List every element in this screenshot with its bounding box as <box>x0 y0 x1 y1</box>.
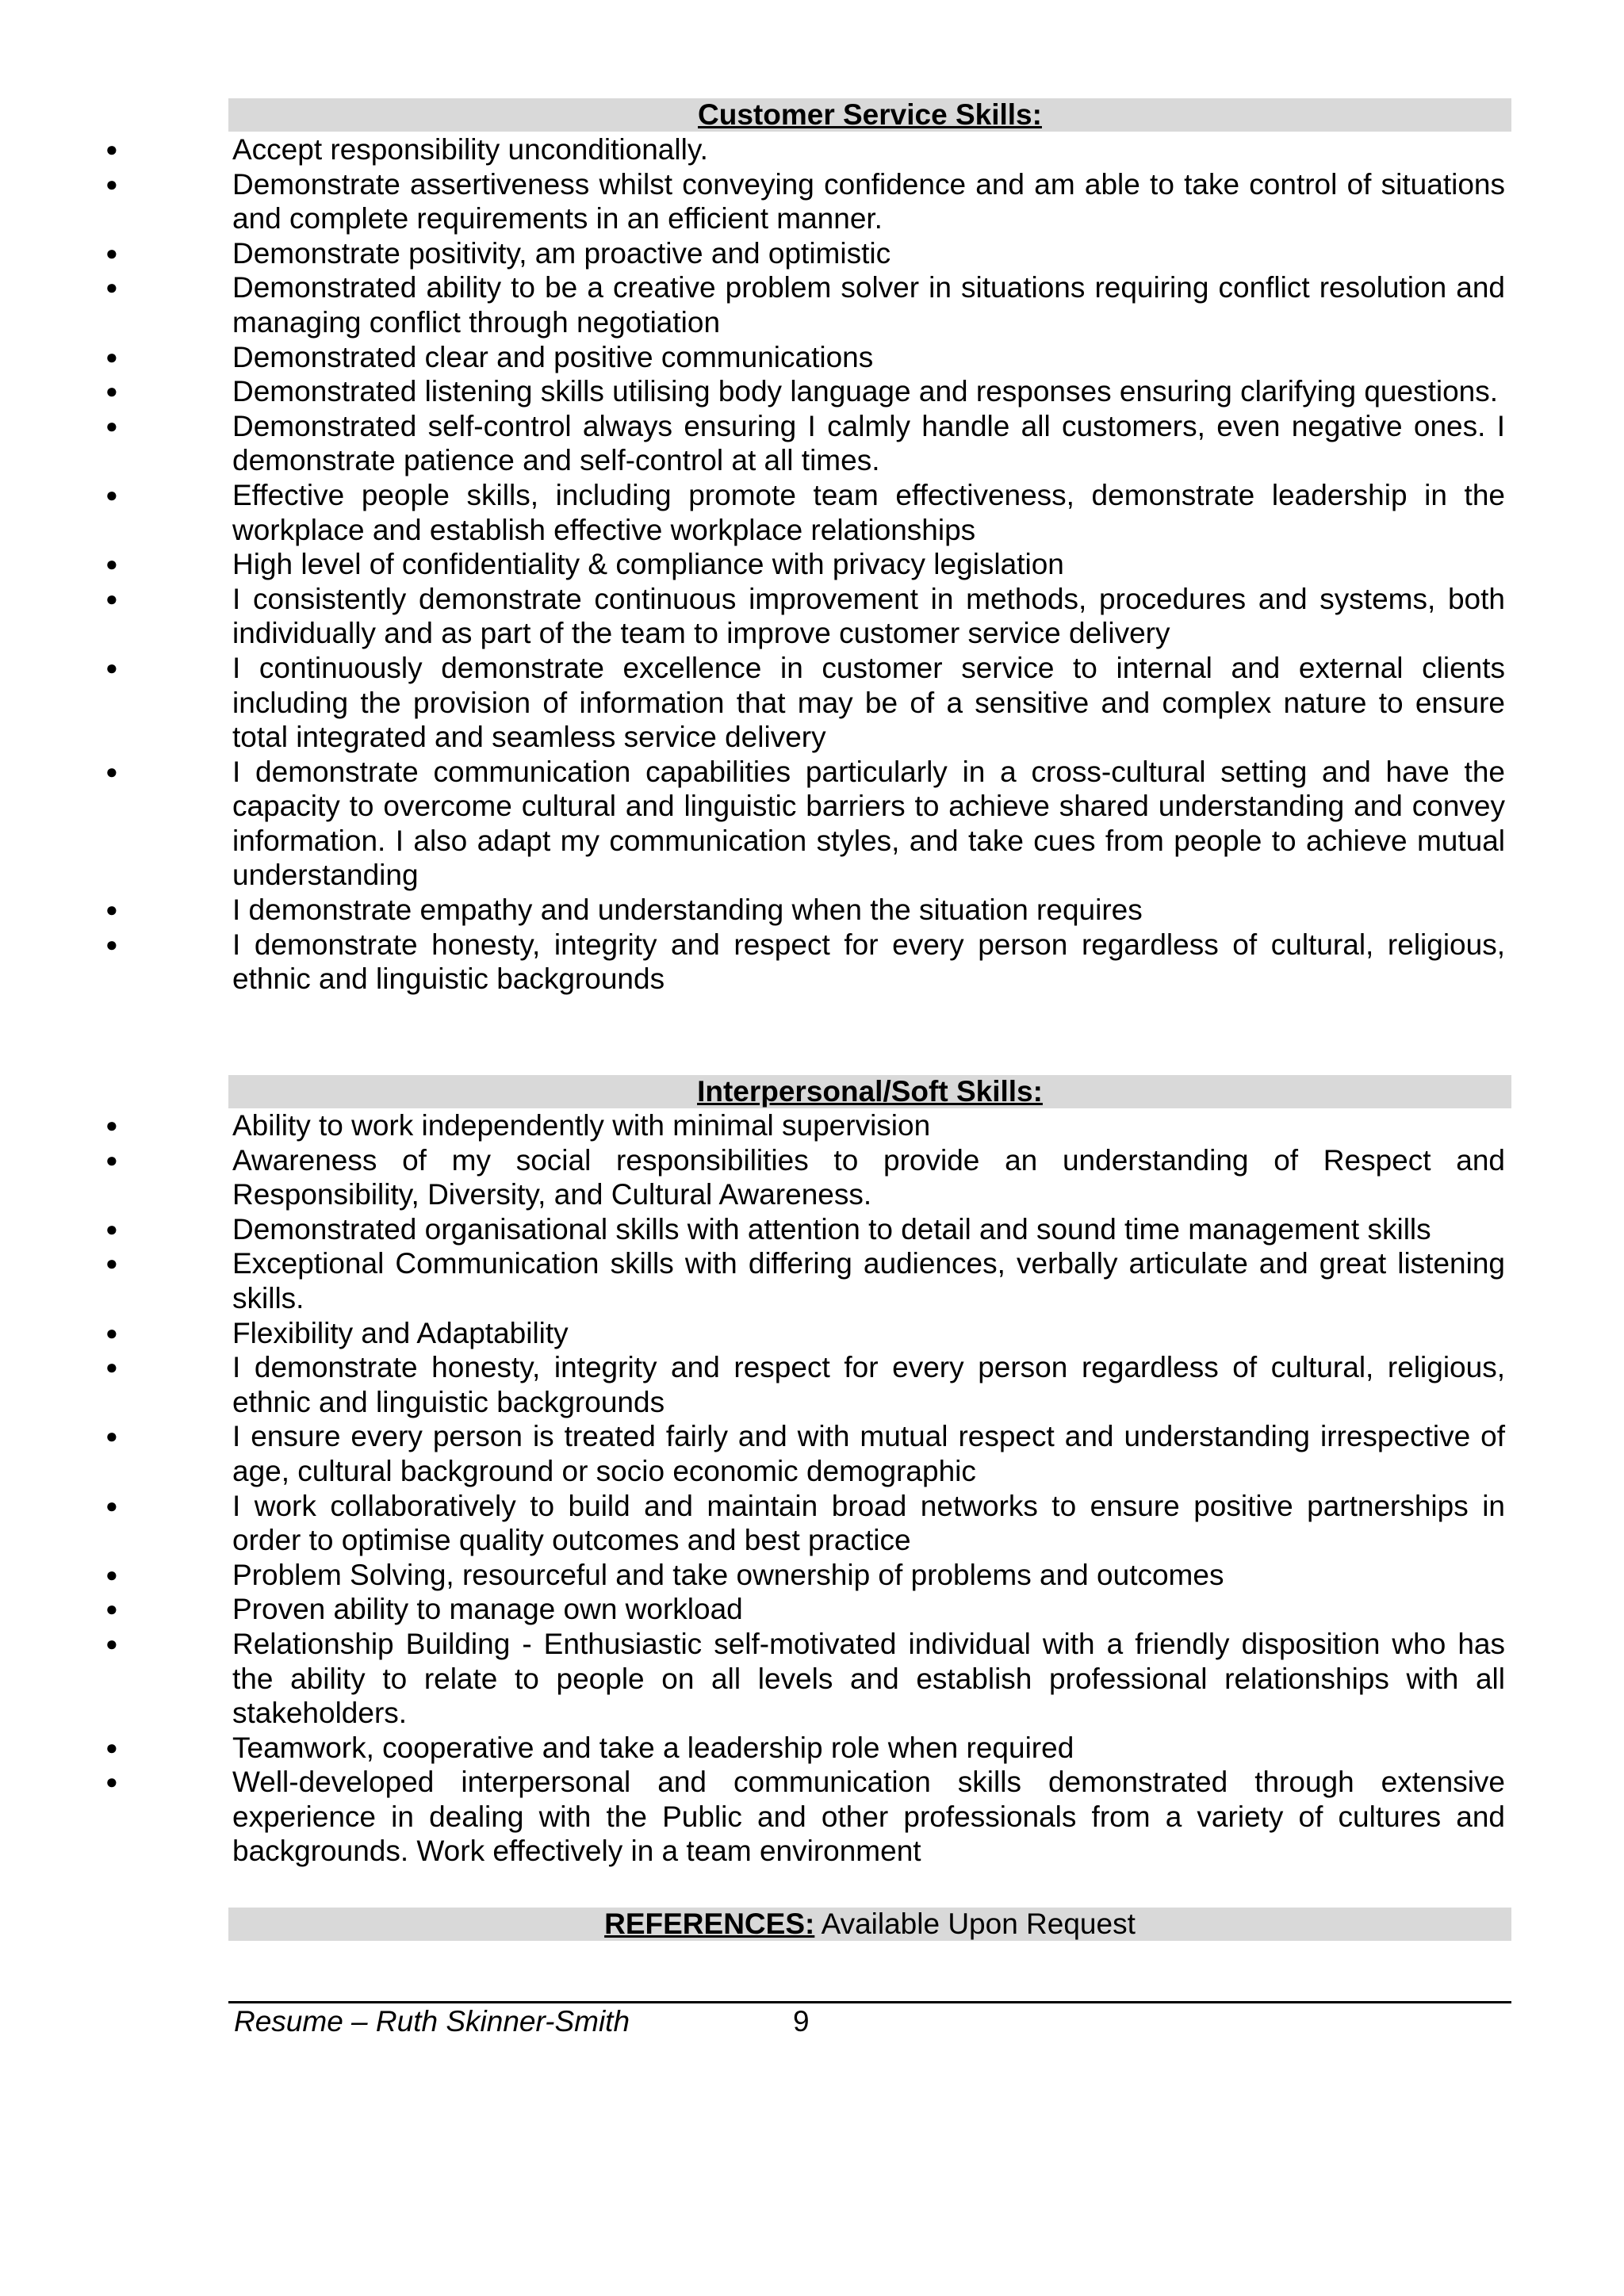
list-item <box>0 1489 1505 1558</box>
bullet-icon: ● <box>105 1355 118 1380</box>
bullet-icon: ● <box>105 1597 118 1621</box>
list-item <box>0 167 1505 236</box>
list-item <box>0 1246 1505 1315</box>
list-item-text: I demonstrate honesty, integrity and respect for every person regardless of cultural, religious, ethnic and linguistic backgrounds <box>232 928 1505 996</box>
bullet-icon: ● <box>105 1735 118 1759</box>
list-item-text: Demonstrated clear and positive communications <box>232 340 874 373</box>
bullet-icon: ● <box>105 171 118 196</box>
list-item-text: Well-developed interpersonal and communication skills demonstrated through extensive experience in dealing with the Public and other professionals from a variety of cultures and backgrounds. Work effectively in a team environment <box>232 1766 1505 1868</box>
list-item <box>0 270 1505 339</box>
list-item-text: I demonstrate empathy and understanding when the situation requires <box>232 894 1143 927</box>
list-item-text: Ability to work independently with minimal supervision <box>232 1109 931 1142</box>
interpersonal-header <box>228 1075 1511 1108</box>
list-item-text: Demonstrated organisational skills with attention to detail and sound time management skills <box>232 1212 1431 1246</box>
bullet-icon: ● <box>105 897 118 922</box>
list-item-text: I demonstrate honesty, integrity and respect for every person regardless of cultural, religious, ethnic and linguistic backgrounds <box>232 1351 1505 1418</box>
interpersonal-title: Interpersonal/Soft Skills: <box>697 1075 1043 1108</box>
bullet-icon: ● <box>105 344 118 369</box>
list-item <box>0 547 1505 582</box>
list-item-text: Problem Solving, resourceful and take ownership of problems and outcomes <box>232 1558 1224 1591</box>
bullet-icon: ● <box>105 413 118 438</box>
bullet-icon: ● <box>105 552 118 576</box>
bullet-icon: ● <box>105 932 118 956</box>
list-item <box>0 755 1505 893</box>
bullet-icon: ● <box>105 137 118 161</box>
list-item <box>0 582 1505 651</box>
list-item <box>0 1627 1505 1731</box>
list-item-text: Relationship Building - Enthusiastic self-motivated individual with a friendly disposition who has the ability to relate to people on all levels and establish professional relationships with all stakeholders. <box>232 1627 1505 1730</box>
interpersonal-list <box>0 1108 1624 1869</box>
bullet-icon: ● <box>105 586 118 610</box>
footer-divider <box>228 2001 1511 2003</box>
footer-document-name: Resume – Ruth Skinner-Smith <box>234 2005 630 2038</box>
bullet-icon: ● <box>105 379 118 404</box>
list-item <box>0 1350 1505 1419</box>
list-item-text: High level of confidentiality & compliance with privacy legislation <box>232 548 1064 581</box>
customer-service-title: Customer Service Skills: <box>698 98 1042 131</box>
bullet-icon: ● <box>105 1113 118 1137</box>
list-item <box>0 893 1505 928</box>
list-item <box>0 409 1505 478</box>
list-item-text: Awareness of my social responsibilities to provide an understanding of Respect and Responsibility, Diversity, and Cultural Awareness. <box>232 1143 1505 1211</box>
bullet-icon: ● <box>105 1631 118 1655</box>
list-item-text: I work collaboratively to build and maintain broad networks to ensure positive partnerships in order to optimise quality outcomes and best practice <box>232 1489 1505 1557</box>
customer-service-header <box>228 98 1511 132</box>
list-item-text: Demonstrated listening skills utilising body language and responses ensuring clarifying questions. <box>232 375 1499 408</box>
list-item-text: Proven ability to manage own workload <box>232 1593 743 1626</box>
list-item-text: Demonstrated ability to be a creative problem solver in situations requiring conflict resolution and managing conflict through negotiation <box>232 271 1505 339</box>
references-value: Available Upon Request <box>814 1908 1136 1940</box>
list-item-text: I demonstrate communication capabilities particularly in a cross-cultural setting and have the capacity to overcome cultural and linguistic barriers to achieve shared understanding and convey information. I also adapt my communication styles, and take cues from people to achieve mutual understanding <box>232 755 1505 892</box>
list-item-text: Teamwork, cooperative and take a leadership role when required <box>232 1731 1074 1764</box>
bullet-icon: ● <box>105 1424 118 1448</box>
references-header <box>228 1908 1511 1941</box>
list-item <box>0 132 1505 167</box>
bullet-icon: ● <box>105 240 118 265</box>
list-item <box>0 1108 1505 1143</box>
bullet-icon: ● <box>105 759 118 783</box>
list-item <box>0 1558 1505 1593</box>
list-item <box>0 236 1505 271</box>
list-item <box>0 1592 1505 1627</box>
list-item-text: Demonstrate positivity, am proactive and optimistic <box>232 236 891 270</box>
list-item <box>0 651 1505 755</box>
bullet-icon: ● <box>105 275 118 300</box>
bullet-icon: ● <box>105 1147 118 1172</box>
list-item <box>0 374 1505 409</box>
list-item-text: I ensure every person is treated fairly and with mutual respect and understanding irrespective of age, cultural background or socio economic demographic <box>232 1420 1505 1487</box>
list-item-text: Effective people skills, including promote team effectiveness, demonstrate leadership in the workplace and establish effective workplace relationships <box>232 478 1505 546</box>
list-item-text: Accept responsibility unconditionally. <box>232 133 708 166</box>
list-item <box>0 478 1505 547</box>
footer-page-number: 9 <box>793 2005 810 2038</box>
bullet-icon: ● <box>105 1251 118 1276</box>
list-item <box>0 340 1505 375</box>
list-item-text: Demonstrated self-control always ensuring I calmly handle all customers, even negative ones. I demonstrate patience and self-control at all times. <box>232 409 1505 477</box>
bullet-icon: ● <box>105 1320 118 1345</box>
list-item-text: I continuously demonstrate excellence in customer service to internal and external clients including the provision of information that may be of a sensitive and complex nature to ensure total integrated and seamless service delivery <box>232 651 1505 754</box>
list-item <box>0 1316 1505 1351</box>
bullet-icon: ● <box>105 482 118 507</box>
list-item-text: Flexibility and Adaptability <box>232 1316 569 1349</box>
list-item <box>0 1212 1505 1247</box>
references-label: REFERENCES: <box>604 1908 815 1940</box>
list-item <box>0 1419 1505 1488</box>
list-item-text: I consistently demonstrate continuous improvement in methods, procedures and systems, both individually and as part of the team to improve customer service delivery <box>232 582 1505 650</box>
bullet-icon: ● <box>105 655 118 679</box>
bullet-icon: ● <box>105 1562 118 1586</box>
list-item <box>0 1765 1505 1869</box>
bullet-icon: ● <box>105 1216 118 1241</box>
list-item <box>0 1143 1505 1212</box>
bullet-icon: ● <box>105 1493 118 1517</box>
bullet-icon: ● <box>105 1770 118 1794</box>
customer-service-list <box>0 132 1624 997</box>
list-item <box>0 1731 1505 1766</box>
list-item-text: Exceptional Communication skills with differing audiences, verbally articulate and great listening skills. <box>232 1247 1505 1314</box>
list-item <box>0 928 1505 997</box>
list-item-text: Demonstrate assertiveness whilst conveying confidence and am able to take control of situations and complete requirements in an efficient manner. <box>232 167 1505 235</box>
